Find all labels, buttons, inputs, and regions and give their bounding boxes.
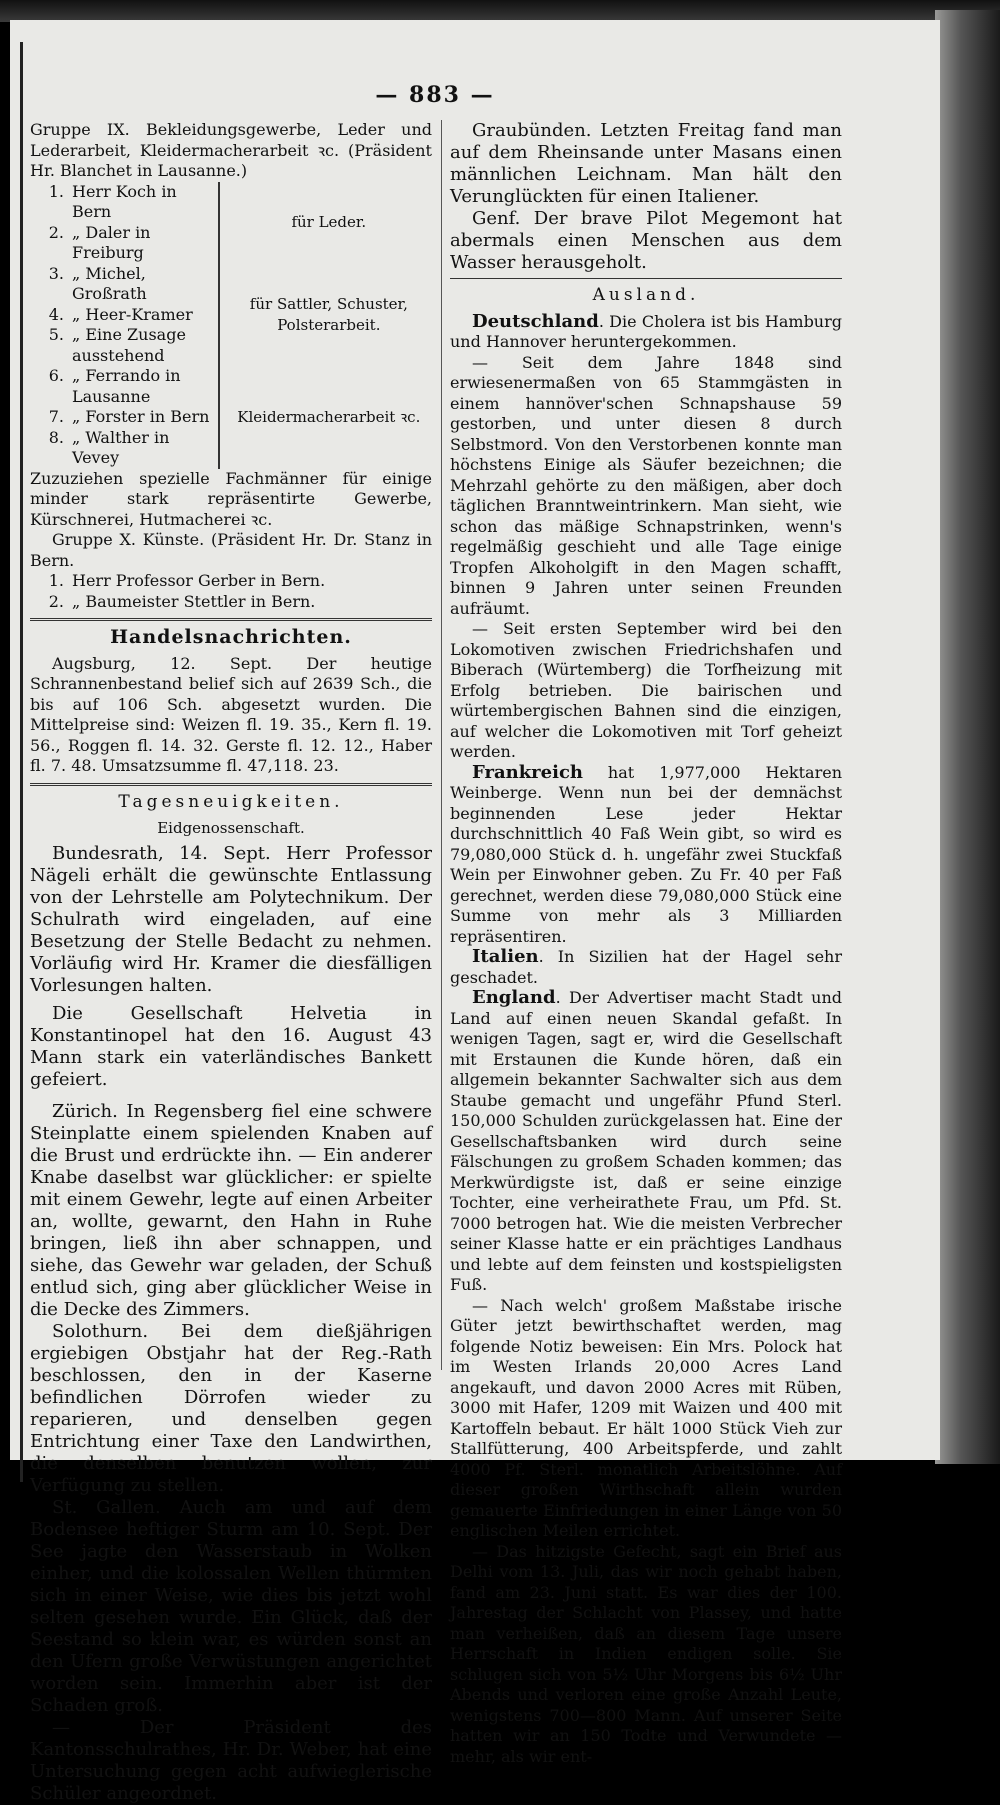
gruppe-ix-members <box>30 182 432 469</box>
gruppe-ix-intro: Gruppe IX. Bekleidungsgewerbe, Leder und Lederarbeit, Kleidermacherarbeit ꝛc. (Präsident Hr. Blanchet in Lausanne.) <box>30 120 432 180</box>
deutschland-keyword: Deutschland <box>472 310 599 332</box>
left-column <box>30 120 432 1805</box>
frankreich-item <box>450 763 842 948</box>
gruppe-x-members <box>30 571 432 612</box>
scan-top-edge <box>0 0 1000 22</box>
deutschland-item <box>450 312 842 353</box>
member-name: „ Eine Zusage ausstehend <box>72 325 186 365</box>
member-number: 4. <box>48 304 64 324</box>
helvetia-item: Die Gesellschaft Helvetia in Konstantinopel hat den 16. August 43 Mann stark ein vaterländisches Bankett gefeiert. <box>30 1002 432 1090</box>
augsburg-report: Augsburg, 12. Sept. Der heutige Schrannenbestand belief sich auf 2639 Sch., die bis auf 106 Sch. abgesetzt wurden. Die Mittelpreise sind: Weizen fl. 19. 35., Kern fl. 19. 56., Roggen fl. 14. 32. Gerste fl. 12. 12., Haber fl. 7. 48. Umsatzsumme fl. 47,118. 23. <box>30 653 432 775</box>
section-divider <box>30 618 432 621</box>
england-item <box>450 988 842 1296</box>
right-column <box>450 120 842 1767</box>
frankreich-keyword: Frankreich <box>472 761 583 783</box>
deutschland-text: . Die Cholera ist bis Hamburg und Hannover heruntergekommen. <box>450 311 842 351</box>
member-name: Herr Professor Gerber in Bern. <box>72 571 326 590</box>
member-number: 7. <box>48 407 64 426</box>
member-number: 6. <box>48 366 64 385</box>
member-name: „ Forster in Bern <box>72 407 210 426</box>
zuerich-item: Zürich. In Regensberg fiel eine schwere Steinplatte einem spielenden Knaben auf die Brust und erdrückte ihn. — Ein anderer Knabe daselbst war glücklicher: er spielte mit einem Gewehr, legte auf einen Arbeiter an, wollte, gewarnt, den Hahn in Ruhe bringen, ließ ihn aber schnappen, und siehe, das Gewehr war geladen, der Schuß entlud sich, ging aber glücklicher Weise in die Decke des Zimmers. <box>30 1100 432 1320</box>
eidgenossenschaft-heading: Eidgenossenschaft. <box>157 819 305 837</box>
member-name: „ Baumeister Stettler in Bern. <box>72 591 316 611</box>
weber-item: — Der Präsident des Kantonsschulrathes, Hr. Dr. Weber, hat eine Untersuchung gegen acht aufwieglerische Schüler angeordnet. <box>30 1716 432 1804</box>
ausland-heading: Ausland. <box>592 285 700 305</box>
england-keyword: England <box>472 987 556 1008</box>
member-name: „ Walther in Vevey <box>72 427 170 467</box>
england-text: . Der Advertiser macht Stadt und Land auf einen neuen Skandal gefaßt. In wenigen Tagen, sagt er, wird die Gesellschaft mit Erstaunen die Kunde hören, daß ein allgemein bekannter Sachwalter sich aus dem Staube gemacht und ungefähr Pfund Sterl. 150,000 Schulden zurückgelassen hat. Eine der Gesellschaftsbanken wird durch seine Fälschungen zu großem Schaden kommen; das Merkwürdigste ist, daß er seine einzige Tochter, eine verheirathete Frau, um Pfd. St. 7000 betrogen hat. Wie die meisten Verbrecher seiner Klasse hatte er ein prächtiges Landhaus und lebte auf dem feinsten und kostspieligsten Fuß. <box>450 988 842 1294</box>
member-number: 2. <box>48 591 64 611</box>
member-name: „ Heer-Kramer <box>72 304 193 324</box>
member-number: 1. <box>48 181 64 201</box>
member-number: 5. <box>48 325 64 344</box>
member-name: Herr Koch in Bern <box>72 181 177 221</box>
genf-item: Genf. Der brave Pilot Megemont hat abermals einen Menschen aus dem Wasser herausgeholt. <box>450 208 842 273</box>
delhi-item: — Das hitzigste Gefecht, sagt ein Brief aus Delhi vom 13. Juli, das wir noch gehabt haben, fand am 23. Juni statt. Es war dies der 100. Jahrestag der Schlacht von Plassey, und hatte man verheißen, daß an diesem Tage unsere Herrschaft in Indien endigen solle. Sie schlugen sich von 5½ Uhr Morgens bis 6½ Uhr Abends und verloren eine große Anzahl Leute, wenigstens 700—800 Mann. Auf unserer Seite hatten wir an 150 Todte und Verwundete — mehr, als wir ent- <box>450 1541 842 1766</box>
graubuenden-item: Graubünden. Letzten Freitag fand man auf dem Rheinsande unter Masans einen männlichen Leichnam. Man hält den Verunglückten für einen Italiener. <box>450 120 842 207</box>
member-number: 2. <box>48 222 64 242</box>
italien-item <box>450 947 842 988</box>
group-label: Kleidermacherarbeit ꝛc. <box>219 366 432 469</box>
bundesrath-item: Bundesrath, 14. Sept. Herr Professor Nägeli erhält die gewünschte Entlassung von der Lehrstelle am Polytechnikum. Der Schulrath wird eingeladen, auf eine Besetzung der Stelle Bedacht zu nehmen. Vorläufig wird Hr. Kramer die diesfälligen Vorlesungen halten. <box>30 842 432 996</box>
scan-right-edge <box>935 10 1000 1464</box>
member-name: „ Michel, Großrath <box>72 263 147 303</box>
section-divider <box>450 278 842 279</box>
member-number: 3. <box>48 263 64 283</box>
member-number: 1. <box>48 571 64 590</box>
zuzuziehen-note: Zuzuziehen spezielle Fachmänner für einige minder stark repräsentirte Gewerbe, Kürschnerei, Hutmacherei ꝛc. <box>30 468 432 529</box>
member-number: 8. <box>48 427 64 447</box>
group-label: für Sattler, Schuster, Polsterarbeit. <box>219 264 432 367</box>
italien-keyword: Italien <box>472 946 539 967</box>
column-divider <box>441 120 442 1370</box>
gruppe-x-intro: Gruppe X. Künste. (Präsident Hr. Dr. Stanz in Bern. <box>30 530 432 570</box>
group-label: für Leder. <box>219 182 432 264</box>
stgallen-item: St. Gallen. Auch am und auf dem Bodensee heftiger Sturm am 10. Sept. Der See jagte den Wasserstaub in Wolken einher, und die kolossalen Wellen thürmten sich in einer Weise, wie dies bis jetzt wohl selten gesehen wurde. Ein Glück, daß der Seestand so klein war, es würden sonst an den Ufern große Verwüstungen angerichtet worden sein. Immerhin aber ist der Schaden groß. <box>30 1496 432 1716</box>
hannover-item: — Seit dem Jahre 1848 sind erwiesenermaßen von 65 Stammgästen in einem hannöver'schen Schnapshause 59 gestorben, und unter diesen 8 durch Selbstmord. Von den Verstorbenen konnte man höchstens Einige als Säufer bezeichnen; die Mehrzahl gehörte zu den mäßigen, aber doch täglichen Branntweintrinkern. Man sieht, wie schon das mäßige Schnapstrinken, wenn's regelmäßig geschieht und alle Tage einige Tropfen Alkoholgift in den Magen schafft, binnen 9 Jahren unter seinen Freunden aufräumt. <box>450 352 842 618</box>
solothurn-item: Solothurn. Bei dem dießjährigen ergiebigen Obstjahr hat der Reg.-Rath beschlossen, den in der Kaserne befindlichen Dörrofen wieder zu reparieren, und denselben gegen Entrichtung einer Taxe den Landwirthen, die denselben benutzen wollen, zur Verfügung zu stellen. <box>30 1320 432 1496</box>
member-name: „ Ferrando in Lausanne <box>72 366 181 406</box>
irland-item: — Nach welch' großem Maßstabe irische Güter jetzt bewirthschaftet werden, mag folgende Notiz beweisen: Ein Mrs. Polock hat im Westen Irlands 20,000 Acres Land angekauft, und davon 2000 Acres mit Rüben, 3000 mit Hafer, 1209 mit Waizen und 400 mit Kartoffeln bebaut. Er hält 1000 Stück Vieh zur Stallfütterung, 400 Arbeitspferde, und zahlt 4000 Pf. Sterl. monatlich Arbeitslöhne. Auf dieser großen Wirthschaft allein wurden gemauerte Einfriedungen in einer Länge von 50 englischen Meilen errichtet. <box>450 1295 842 1540</box>
frankreich-text: hat 1,977,000 Hektaren Weinberge. Wenn nun bei der demnächst beginnenden Lese jeder Hektar durchschnittlich 40 Faß Wein gibt, so wird es 79,080,000 Stück d. h. ungefähr zwei Stuckfaß Wein per Einwohner geben. Zu Fr. 40 per Faß gerechnet, werden diese 79,080,000 Stück eine Summe von mehr als 3 Milliarden repräsentiren. <box>450 762 842 946</box>
tagesneuigkeiten-heading: Tagesneuigkeiten. <box>118 791 344 812</box>
member-name: „ Daler in Freiburg <box>72 222 151 262</box>
handelsnachrichten-heading: Handelsnachrichten. <box>110 626 352 648</box>
lokomotiven-item: — Seit ersten September wird bei den Lokomotiven zwischen Friedrichshafen und Biberach (Würtemberg) die Torfheizung mit Erfolg betrieben. Die bairischen und würtembergischen Bahnen sind die einzigen, auf welcher die Lokomotiven mit Torf geheizt werden. <box>450 619 842 761</box>
newspaper-page <box>10 20 940 1804</box>
page-number: — 883 — <box>375 82 495 108</box>
page-left-rule <box>20 42 23 1482</box>
italien-text: . In Sizilien hat der Hagel sehr geschadet. <box>450 947 842 987</box>
section-divider <box>30 783 432 786</box>
